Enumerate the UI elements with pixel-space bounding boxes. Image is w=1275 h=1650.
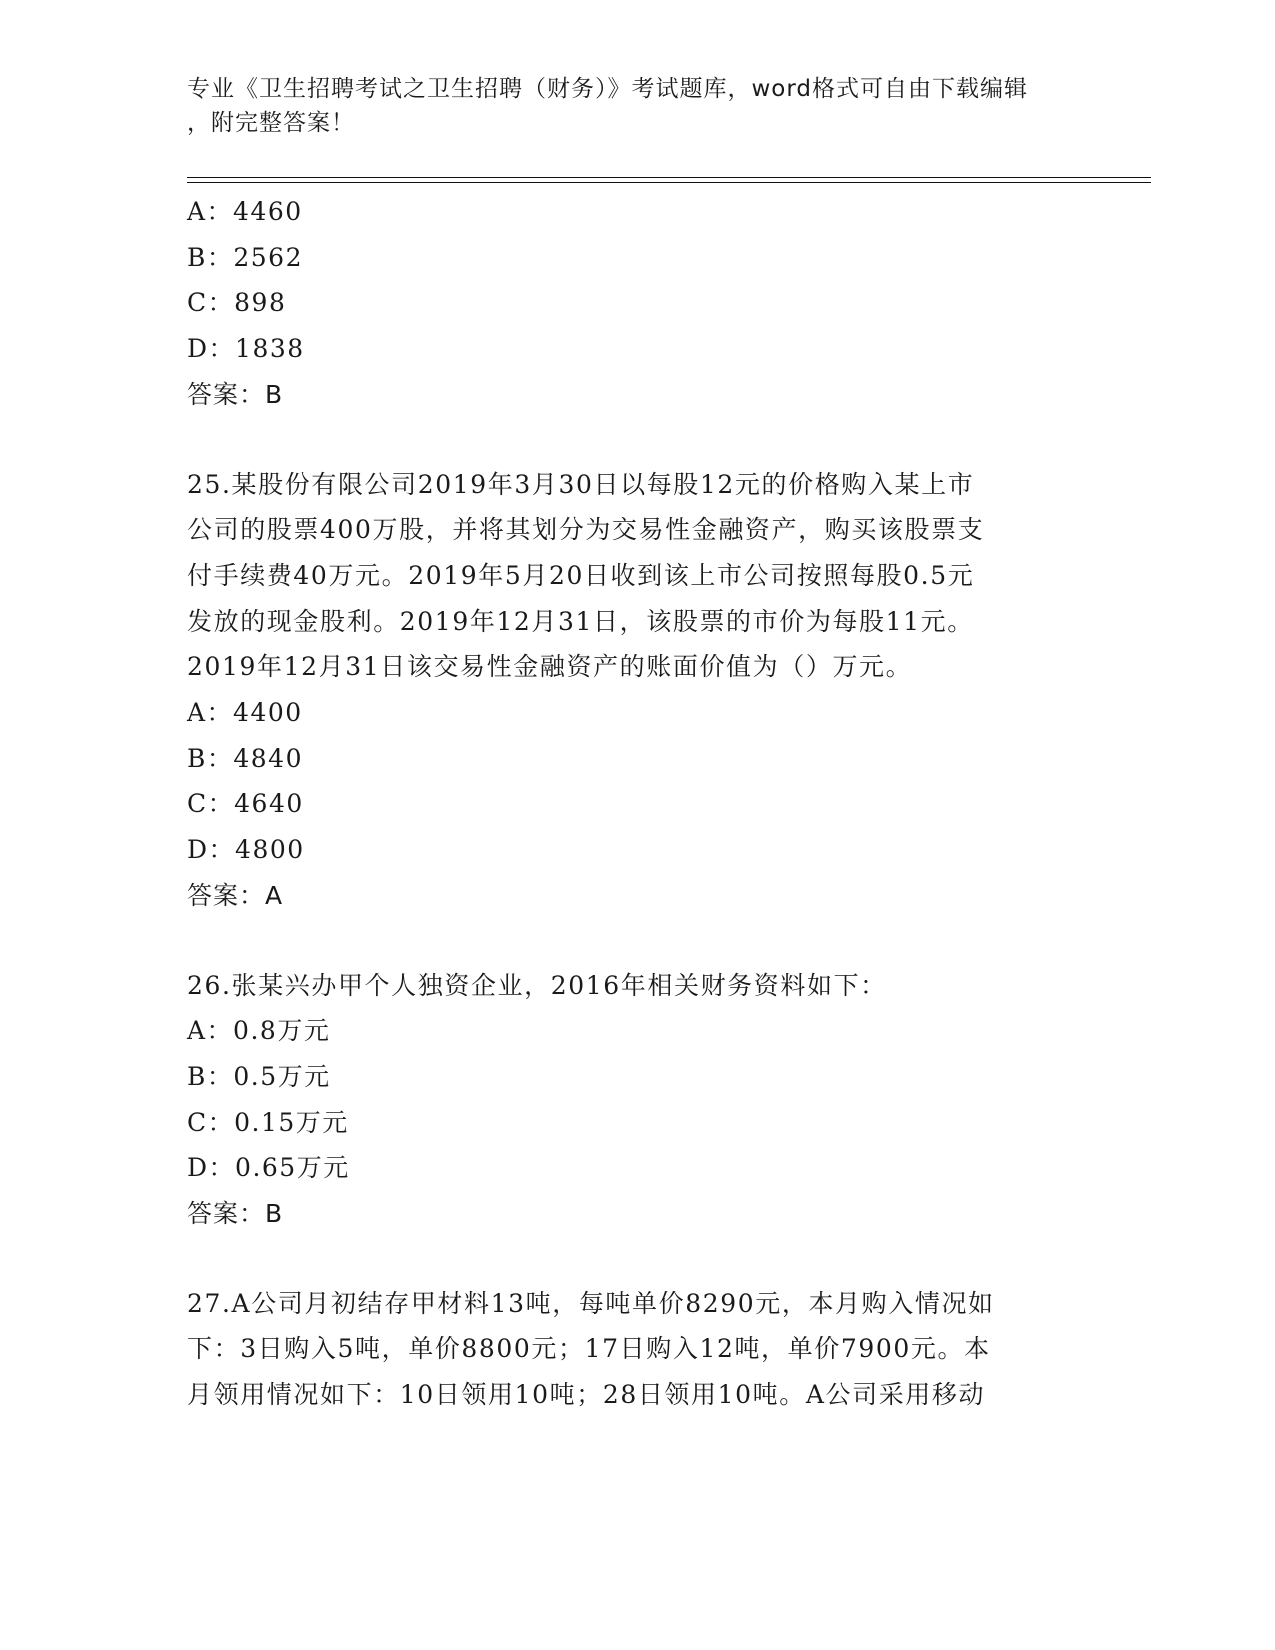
question-text-line: 下：3日购入5吨，单价8800元；17日购入12吨，单价7900元。本 xyxy=(187,1334,991,1364)
document-header xyxy=(187,72,1067,140)
header-line-2: ，附完整答案！ xyxy=(187,110,355,136)
question-text-line: 2019年12月31日该交易性金融资产的账面价值为（）万元。 xyxy=(187,652,913,682)
option-d: D：1838 xyxy=(187,334,305,364)
question-text-line: 25.某股份有限公司2019年3月30日以每股12元的价格购入某上市 xyxy=(187,469,975,499)
option-d: D：4800 xyxy=(187,835,305,865)
header-rule-top xyxy=(187,177,1151,178)
spacer xyxy=(187,919,1087,963)
option-b: B：2562 xyxy=(187,242,303,272)
option-a: A：4400 xyxy=(187,698,303,728)
spacer xyxy=(187,1237,1087,1281)
spacer xyxy=(187,418,1087,462)
answer-line: 答案：B xyxy=(187,1199,284,1229)
question-text-line: 26.张某兴办甲个人独资企业，2016年相关财务资料如下： xyxy=(187,970,887,1000)
option-b: B：4840 xyxy=(187,743,303,773)
answer-line: 答案：A xyxy=(187,880,284,910)
option-c: C：0.15万元 xyxy=(187,1107,349,1137)
option-a: A：0.8万元 xyxy=(187,1016,331,1046)
question-block-25 xyxy=(187,462,1087,919)
option-d: D：0.65万元 xyxy=(187,1153,350,1183)
option-b: B：0.5万元 xyxy=(187,1061,331,1091)
header-line-1: 专业《卫生招聘考试之卫生招聘（财务）》考试题库，word格式可自由下载编辑 xyxy=(187,76,1029,102)
option-c: C：4640 xyxy=(187,789,304,819)
question-text-line: 27.A公司月初结存甲材料13吨，每吨单价8290元，本月购入情况如 xyxy=(187,1288,995,1318)
question-block-24 xyxy=(187,189,1087,418)
header-rule-bottom xyxy=(187,182,1151,183)
option-c: C：898 xyxy=(187,288,287,318)
question-block-27 xyxy=(187,1281,1087,1418)
question-block-26 xyxy=(187,963,1087,1237)
answer-line: 答案：B xyxy=(187,379,284,409)
question-text-line: 发放的现金股利。2019年12月31日，该股票的市价为每股11元。 xyxy=(187,606,974,636)
option-a: A：4460 xyxy=(187,197,303,226)
question-list xyxy=(187,189,1087,1418)
question-text-line: 公司的股票400万股，并将其划分为交易性金融资产，购买该股票支 xyxy=(187,515,985,545)
question-text-line: 付手续费40万元。2019年5月20日收到该上市公司按照每股0.5元 xyxy=(187,560,975,590)
question-text-line: 月领用情况如下：10日领用10吨；28日领用10吨。A公司采用移动 xyxy=(187,1380,986,1410)
